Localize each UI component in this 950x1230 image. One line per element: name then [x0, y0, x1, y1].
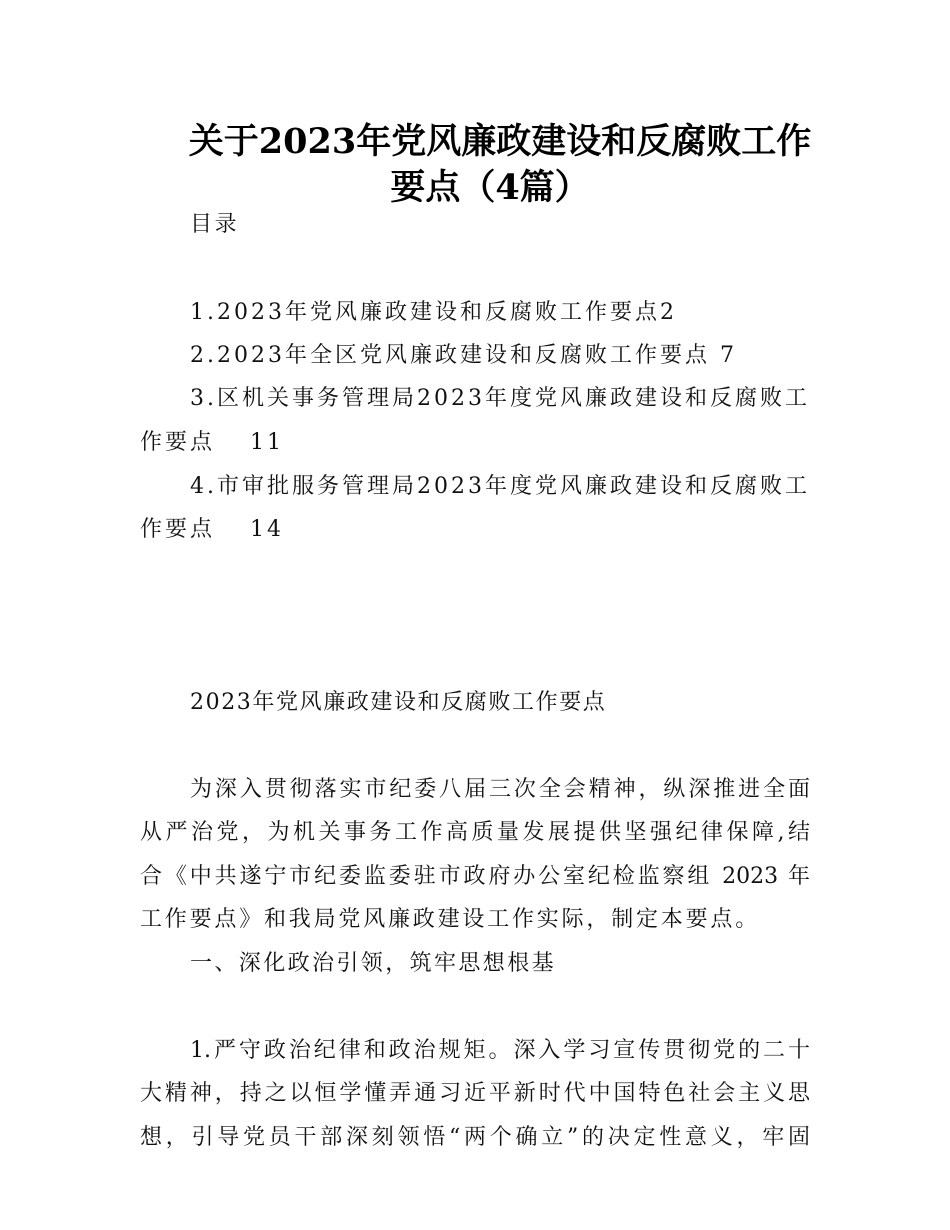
para1-line-2: 大精神，持之以恒学懂弄通习近平新时代中国特色社会主义思	[140, 1081, 810, 1106]
toc-heading: 目录	[190, 212, 240, 237]
document-title-line-1: 关于2023年党风廉政建设和反腐败工作	[188, 121, 812, 162]
intro-line-1: 为深入贯彻落实市纪委八届三次全会精神，纵深推进全面	[190, 777, 810, 802]
toc-item-3-continued: 作要点 11	[140, 430, 284, 455]
toc-item-3: 3.区机关事务管理局2023年度党风廉政建设和反腐败工	[190, 386, 810, 411]
toc-item-1: 1.2023年党风廉政建设和反腐败工作要点2	[190, 300, 677, 325]
toc-item-4-continued: 作要点 14	[140, 517, 284, 542]
intro-line-3: 合《中共遂宁市纪委监委驻市政府办公室纪检监察组 2023 年	[140, 864, 810, 889]
toc-item-2: 2.2023年全区党风廉政建设和反腐败工作要点 7	[190, 343, 737, 368]
document-title-line-2: 要点（4篇）	[390, 167, 590, 208]
para1-line-3: 想，引导党员干部深刻领悟“两个确立”的决定性意义，牢固	[140, 1125, 810, 1150]
section-title: 2023年党风廉政建设和反腐败工作要点	[190, 690, 607, 715]
para1-line-1: 1.严守政治纪律和政治规矩。深入学习宣传贯彻党的二十	[190, 1038, 810, 1063]
section-heading-1: 一、深化政治引领，筑牢思想根基	[190, 951, 557, 976]
toc-item-4: 4.市审批服务管理局2023年度党风廉政建设和反腐败工	[190, 474, 810, 499]
intro-line-2: 从严治党，为机关事务工作高质量发展提供坚强纪律保障,结	[140, 820, 810, 845]
intro-line-4: 工作要点》和我局党风廉政建设工作实际，制定本要点。	[140, 907, 761, 932]
